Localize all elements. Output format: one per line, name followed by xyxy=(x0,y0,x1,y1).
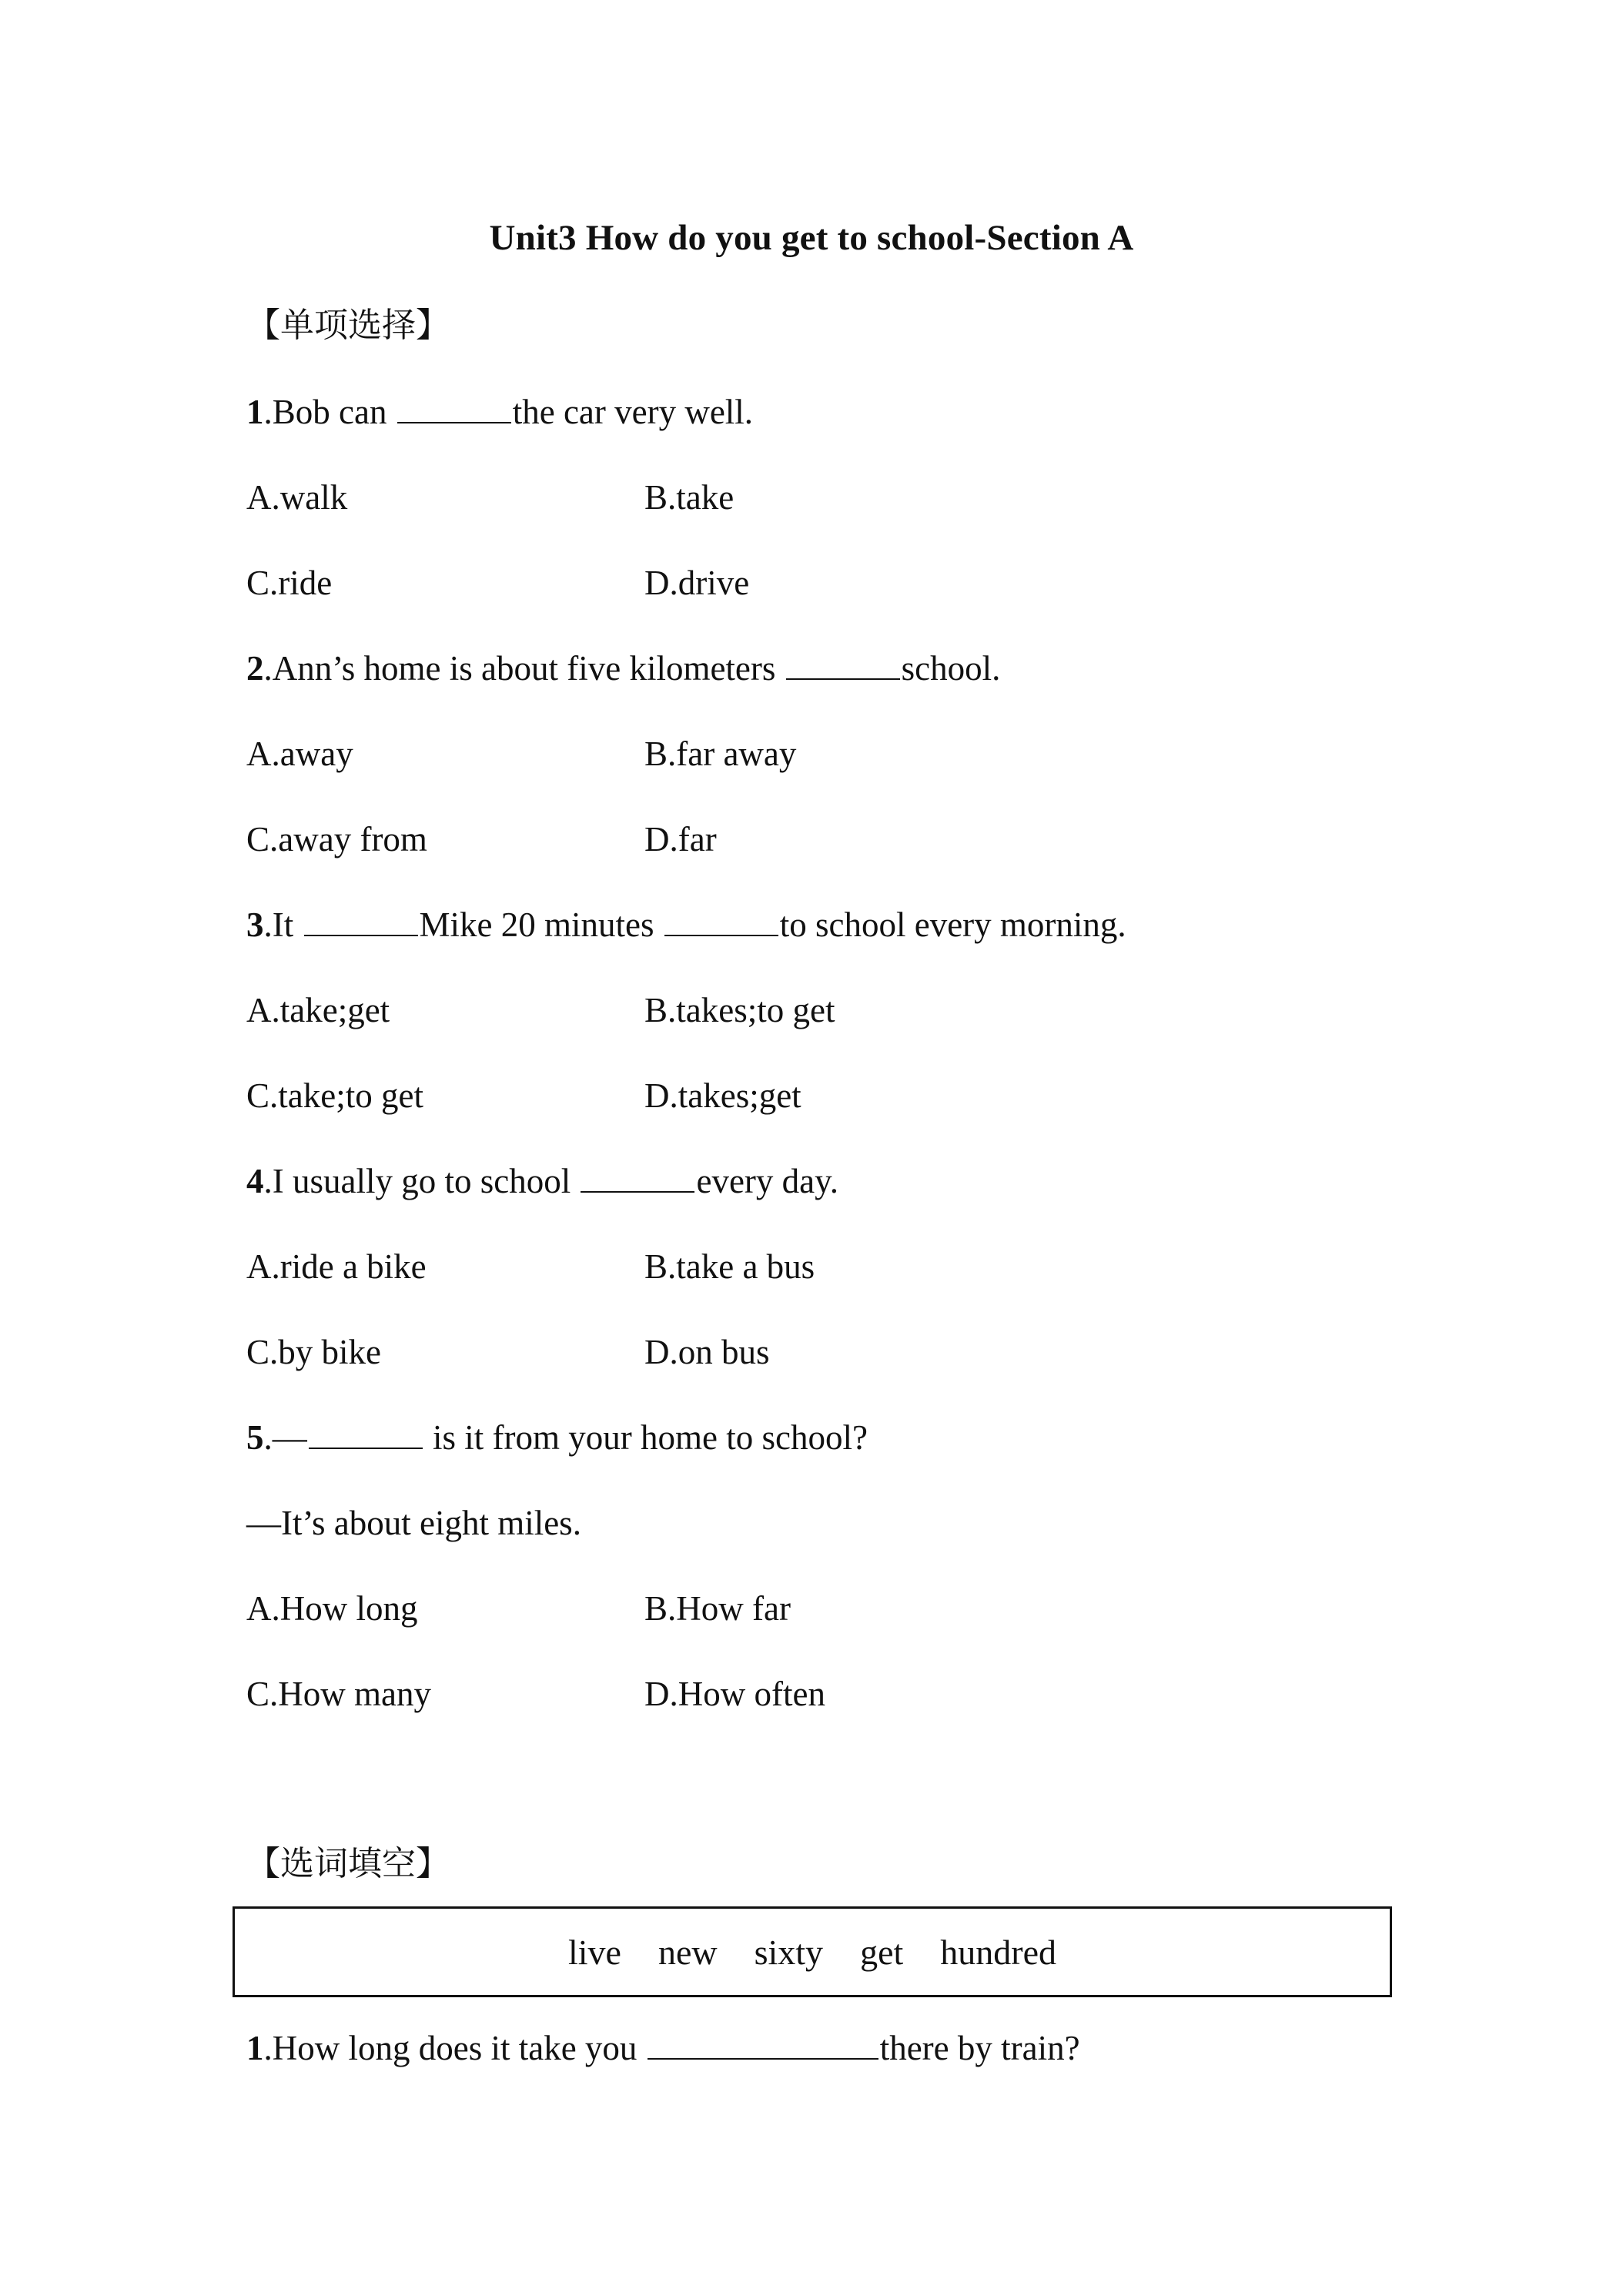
option-b[interactable]: B.take xyxy=(644,478,735,517)
question-3 xyxy=(246,903,1126,946)
question-text-after: school. xyxy=(901,649,1001,688)
option-a[interactable]: A.How long xyxy=(246,1589,418,1628)
answer-blank[interactable] xyxy=(309,1448,423,1449)
question-5 xyxy=(246,1416,868,1459)
option-d[interactable]: D.drive xyxy=(644,564,750,602)
option-a[interactable]: A.take;get xyxy=(246,991,390,1029)
question-text-before: .It xyxy=(263,905,303,944)
section-heading-word-fill: 【选词填空】 xyxy=(246,1844,450,1883)
word-bank-item: sixty xyxy=(754,1932,824,1972)
option-d[interactable]: D.on bus xyxy=(644,1333,770,1371)
dialogue-reply: —It’s about eight miles. xyxy=(246,1504,581,1542)
question-text-before: .— xyxy=(263,1418,307,1457)
word-bank-item: get xyxy=(860,1932,904,1972)
question-number: 1 xyxy=(246,393,264,431)
word-bank-box xyxy=(233,1906,1392,1997)
section-heading-single-choice: 【单项选择】 xyxy=(246,306,450,345)
option-d[interactable]: D.far xyxy=(644,820,717,858)
question-number: 3 xyxy=(246,905,264,944)
question-text-after: every day. xyxy=(696,1162,838,1200)
option-d[interactable]: D.How often xyxy=(644,1675,825,1713)
question-text-after: is it from your home to school? xyxy=(423,1418,868,1457)
question-text-after: the car very well. xyxy=(512,393,754,431)
option-c[interactable]: C.ride xyxy=(246,564,333,602)
option-c[interactable]: C.away from xyxy=(246,820,427,858)
option-a[interactable]: A.ride a bike xyxy=(246,1247,427,1286)
page-title: Unit3 How do you get to school-Section A xyxy=(489,218,1134,258)
question-text-after: to school every morning. xyxy=(779,905,1126,944)
answer-blank[interactable] xyxy=(397,422,511,423)
answer-blank[interactable] xyxy=(664,935,778,936)
option-b[interactable]: B.takes;to get xyxy=(644,991,835,1029)
question-2 xyxy=(246,647,1000,690)
question-text-before: .I usually go to school xyxy=(263,1162,580,1200)
word-bank-item: hundred xyxy=(940,1932,1057,1972)
answer-blank[interactable] xyxy=(648,2058,878,2060)
question-text-before: .How long does it take you xyxy=(263,2029,646,2067)
option-b[interactable]: B.take a bus xyxy=(644,1247,815,1286)
question-number: 2 xyxy=(246,649,264,688)
option-b[interactable]: B.How far xyxy=(644,1589,791,1628)
question-4 xyxy=(246,1160,838,1203)
option-a[interactable]: A.walk xyxy=(246,478,348,517)
fill-question-1 xyxy=(246,2027,1080,2070)
question-text-mid: Mike 20 minutes xyxy=(419,905,663,944)
option-c[interactable]: C.take;to get xyxy=(246,1076,423,1115)
answer-blank[interactable] xyxy=(786,678,900,680)
option-c[interactable]: C.by bike xyxy=(246,1333,381,1371)
option-a[interactable]: A.away xyxy=(246,735,353,773)
question-number: 4 xyxy=(246,1162,264,1200)
word-bank-item: live xyxy=(567,1932,621,1972)
question-text-before: .Bob can xyxy=(263,393,396,431)
answer-blank[interactable] xyxy=(581,1191,694,1193)
question-text-after: there by train? xyxy=(879,2029,1080,2067)
option-b[interactable]: B.far away xyxy=(644,735,797,773)
answer-blank[interactable] xyxy=(304,935,418,936)
question-1 xyxy=(246,390,753,433)
question-number: 1 xyxy=(246,2029,264,2067)
question-number: 5 xyxy=(246,1418,264,1457)
question-text-before: .Ann’s home is about five kilometers xyxy=(263,649,785,688)
word-bank-item: new xyxy=(658,1932,718,1972)
option-d[interactable]: D.takes;get xyxy=(644,1076,801,1115)
option-c[interactable]: C.How many xyxy=(246,1675,431,1713)
